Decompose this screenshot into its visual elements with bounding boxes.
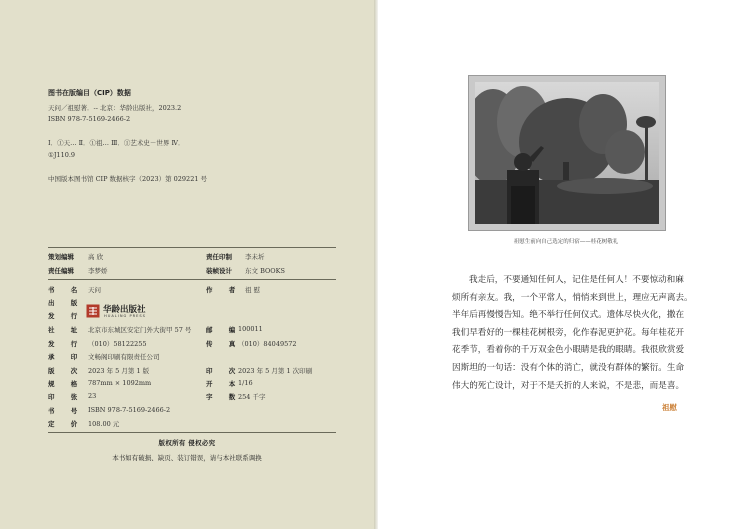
detail-value: 100011 bbox=[238, 325, 263, 333]
cip-title: 图书在版编目（CIP）数据 bbox=[48, 89, 131, 97]
detail-label: 印 次 bbox=[206, 367, 243, 375]
paragraph-line: 烦所有亲友。我，一个平常人，悄悄来到世上，理应无声离去。 bbox=[452, 292, 693, 303]
author-signature: 祖慰 bbox=[662, 403, 677, 412]
detail-value: （010）58122255 bbox=[88, 340, 147, 348]
detail-label: 书 号 bbox=[48, 407, 85, 415]
paragraph-line: 因斯坦的一句话：没有个体的消亡，就没有群体的繁衍。生命 bbox=[452, 363, 685, 373]
divider bbox=[48, 432, 336, 433]
author: 祖 慰 bbox=[245, 286, 261, 294]
publisher-name-en: HUALING PRESS bbox=[104, 314, 146, 318]
detail-label: 版 次 bbox=[48, 367, 85, 375]
responsible-print-label: 责任印制 bbox=[206, 253, 232, 261]
paragraph-line: 花季节，看着你的千万双金色小眼睛是我的眼睛。我很欣赏爱 bbox=[452, 345, 685, 356]
detail-label: 规 格 bbox=[48, 380, 85, 388]
responsible-editor: 李梦娇 bbox=[88, 267, 108, 275]
cip-line: Ⅰ．①天… Ⅱ．①祖… Ⅲ．①艺术史－世界 Ⅳ． bbox=[48, 139, 185, 147]
book-name-label: 书 名 bbox=[48, 286, 85, 294]
detail-label: 社 址 bbox=[48, 326, 85, 334]
detail-value: 23 bbox=[88, 392, 97, 400]
detail-value: 787mm × 1092mm bbox=[88, 379, 152, 387]
detail-value: 108.00 元 bbox=[88, 420, 120, 428]
detail-label: 发 行 bbox=[48, 340, 85, 348]
binding-design: 东文 BOOKS bbox=[245, 267, 285, 275]
detail-value: 文畅阁印刷有限责任公司 bbox=[88, 353, 160, 361]
book-name: 天问 bbox=[88, 286, 101, 294]
cip-line: ISBN 978-7-5169-2466-2 bbox=[48, 115, 131, 123]
distribute-label: 发 行 bbox=[48, 312, 85, 320]
responsible-editor-label: 责任编辑 bbox=[48, 267, 74, 275]
detail-label: 印 张 bbox=[48, 393, 85, 401]
cip-line: 中国版本图书馆 CIP 数据核字（2023）第 029221 号 bbox=[48, 175, 208, 183]
detail-label: 邮 编 bbox=[206, 326, 243, 334]
detail-label: 定 价 bbox=[48, 420, 85, 428]
divider bbox=[48, 247, 336, 248]
paragraph-line: 我走后，不要通知任何人，记住是任何人！不要惊动和麻 bbox=[469, 275, 684, 285]
paragraph-line: 伟大的死亡设计，对于不是夭折的人来说，不是悲，而是喜。 bbox=[452, 380, 685, 391]
detail-value: 2023 年 5 月第 1 次印刷 bbox=[238, 367, 313, 375]
photo-frame bbox=[468, 75, 666, 231]
rights-notice: 版权所有 侵权必究 bbox=[158, 439, 216, 447]
publish-label: 出 版 bbox=[48, 299, 85, 307]
memorial-photo bbox=[475, 82, 659, 224]
paragraph-line: 半年后再慢慢告知。绝不举行任何仪式。遗体尽快火化，撒在 bbox=[452, 310, 685, 321]
detail-value: （010）84049572 bbox=[238, 340, 297, 348]
binding-design-label: 装帧设计 bbox=[206, 267, 232, 275]
detail-value: 2023 年 5 月第 1 版 bbox=[88, 367, 150, 375]
divider bbox=[48, 279, 336, 280]
detail-label: 字 数 bbox=[206, 393, 243, 401]
detail-value: 254 千字 bbox=[238, 393, 266, 401]
responsible-print: 李未圻 bbox=[245, 253, 265, 261]
cip-line: 天问／祖慰著．-- 北京：华龄出版社，2023.2 bbox=[48, 104, 182, 112]
author-label: 作 者 bbox=[206, 286, 243, 294]
exchange-notice: 本书如有破损、缺页、装订错误，请与本社联系调换 bbox=[112, 454, 262, 462]
publisher-emblem-icon bbox=[86, 304, 100, 318]
detail-value: 北京市东城区安定门外大街甲 57 号 bbox=[88, 326, 192, 334]
planning-editor: 高 欣 bbox=[88, 253, 104, 261]
photo-caption: 祖慰生前向自己选定的归宿——桂花树敬礼 bbox=[513, 239, 619, 245]
planning-editor-label: 策划编辑 bbox=[48, 253, 74, 261]
cip-line: ①J110.9 bbox=[48, 151, 76, 159]
detail-value: ISBN 978-7-5169-2466-2 bbox=[88, 406, 171, 414]
detail-value: 1/16 bbox=[238, 379, 253, 387]
paragraph-line: 我们早看好的一棵桂花树根旁，化作春泥更护花。每年桂花开 bbox=[452, 327, 685, 338]
publisher-logo bbox=[86, 303, 168, 319]
detail-label: 传 真 bbox=[206, 340, 243, 348]
publisher-name: 华龄出版社 bbox=[103, 305, 146, 315]
detail-label: 开 本 bbox=[206, 380, 243, 388]
detail-label: 承 印 bbox=[48, 353, 85, 361]
copyright-page bbox=[0, 0, 374, 529]
photo-image bbox=[475, 82, 659, 224]
